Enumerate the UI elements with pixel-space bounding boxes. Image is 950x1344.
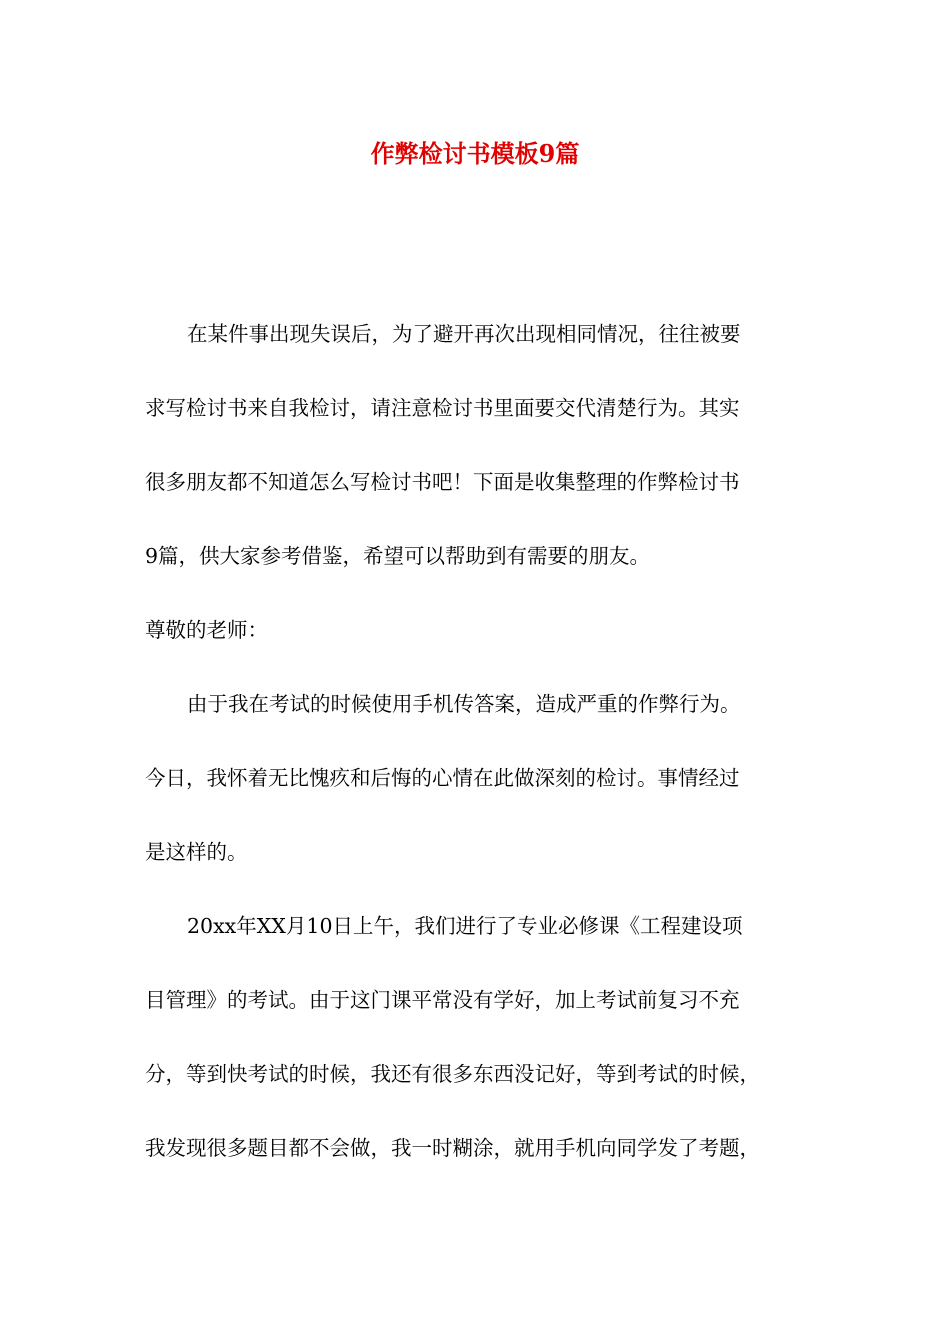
text-line: 在某件事出现失误后，为了避开再次出现相同情况，往往被要 xyxy=(187,322,741,346)
text-line: 我发现很多题目都不会做，我一时糊涂，就用手机向同学发了考题， xyxy=(145,1136,760,1160)
intro-paragraph xyxy=(145,316,817,575)
document-title: 作弊检讨书模板9篇 xyxy=(370,139,580,168)
salutation-paragraph xyxy=(145,575,817,649)
text-line: 今日，我怀着无比愧疚和后悔的心情在此做深刻的检讨。事情经过 xyxy=(145,766,740,790)
text-line: 9篇，供大家参考借鉴，希望可以帮助到有需要的朋友。 xyxy=(145,544,651,568)
document-body xyxy=(145,316,817,1167)
text-line: 分，等到快考试的时候，我还有很多东西没记好，等到考试的时候， xyxy=(145,1062,760,1086)
body-paragraph xyxy=(145,871,817,1167)
text-line: 由于我在考试的时候使用手机传答案，造成严重的作弊行为。 xyxy=(187,692,741,716)
text-line: 很多朋友都不知道怎么写检讨书吧！下面是收集整理的作弊检讨书 xyxy=(145,470,740,494)
text-line: 20xx年XX月10日上午，我们进行了专业必修课《工程建设项 xyxy=(187,914,743,938)
text-line: 是这样的。 xyxy=(145,840,248,864)
salutation-line: 尊敬的老师： xyxy=(145,618,268,642)
text-line: 目管理》的考试。由于这门课平常没有学好，加上考试前复习不充 xyxy=(145,988,740,1012)
body-paragraph xyxy=(145,649,817,871)
text-line: 求写检讨书来自我检讨，请注意检讨书里面要交代清楚行为。其实 xyxy=(145,396,740,420)
